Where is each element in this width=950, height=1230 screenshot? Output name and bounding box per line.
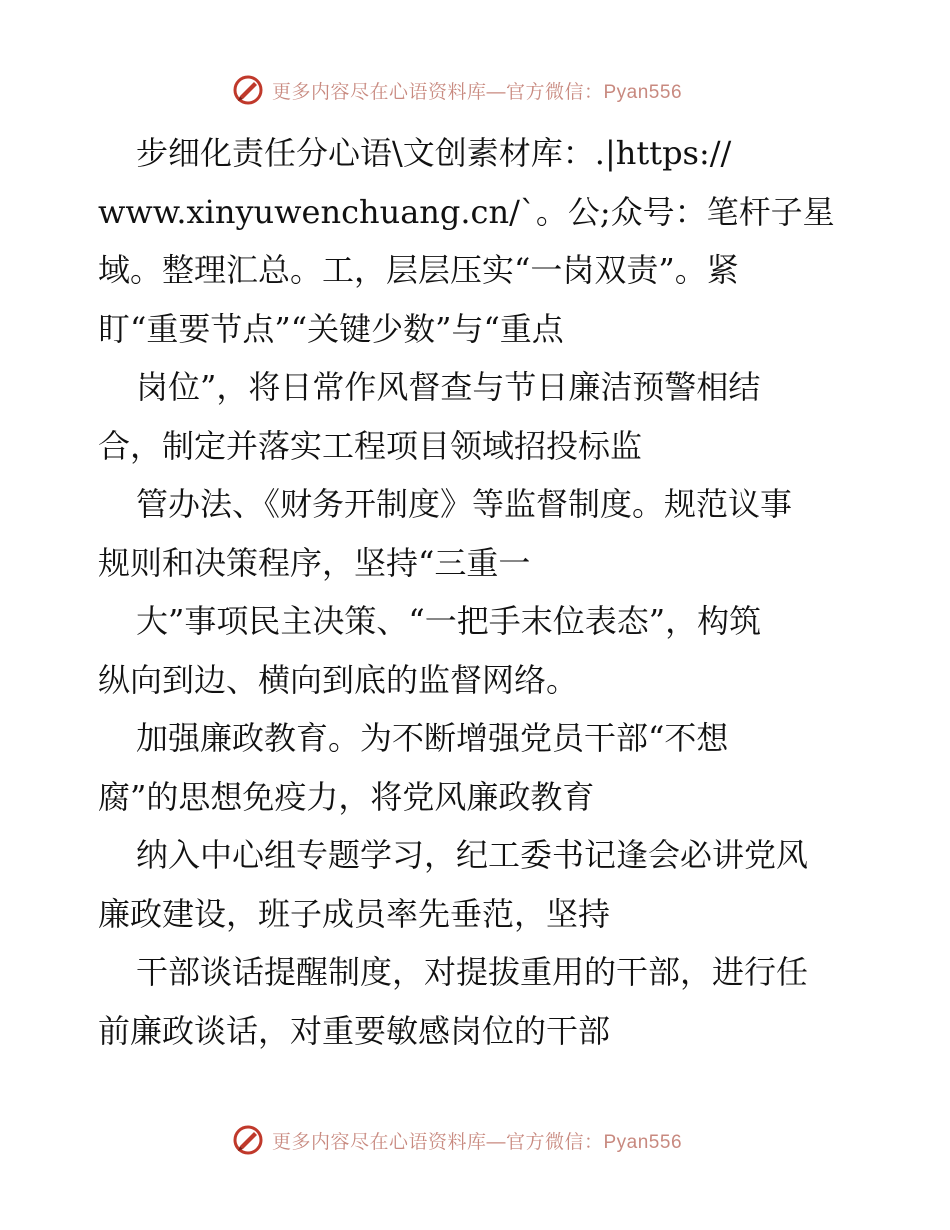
document-line: 加强廉政教育。为不断增强党员干部“不想 (136, 719, 729, 757)
document-line: 岗位”，将日常作风督查与节日廉洁预警相结 (136, 368, 761, 406)
document-line: 纵向到边、横向到底的监督网络。 (98, 660, 579, 699)
document-line: 管办法、《财务开制度》等监督制度。规范议事 (136, 485, 793, 523)
footer-banner-text: 更多内容尽在心语资料库—官方微信：Pyan556 (272, 1131, 683, 1153)
pen-logo-icon (232, 74, 264, 106)
footer-banner (232, 1122, 752, 1158)
document-line: 前廉政谈话，对重要敏感岗位的干部 (98, 1011, 611, 1050)
document-line: www.xinyuwenchuang.cn/`。公;众号：笔杆子星 (98, 192, 835, 231)
document-line: 干部谈话提醒制度，对提拔重用的干部，进行任 (136, 953, 809, 991)
document-line: 廉政建设，班子成员率先垂范，坚持 (98, 894, 611, 933)
document-line: 纳入中心组专题学习，纪工委书记逢会必讲党风 (136, 836, 809, 874)
document-line: 规则和决策程序，坚持“三重一 (98, 543, 531, 582)
pen-logo-icon (232, 1124, 264, 1156)
document-line: 大”事项民主决策、“一把手末位表态”，构筑 (136, 602, 762, 640)
document-line: 合，制定并落实工程项目领域招投标监 (98, 426, 643, 465)
header-banner-text: 更多内容尽在心语资料库—官方微信：Pyan556 (272, 81, 683, 103)
header-banner (232, 72, 752, 108)
document-line: 步细化责任分心语\文创素材库：.|https:// (136, 134, 732, 172)
document-line: 盯“重要节点”“关键少数”与“重点 (98, 309, 564, 348)
document-body (98, 124, 858, 1060)
document-line: 域。整理汇总。工，层层压实“一岗双责”。紧 (98, 251, 739, 289)
document-line: 腐”的思想免疫力，将党风廉政教育 (98, 777, 595, 816)
